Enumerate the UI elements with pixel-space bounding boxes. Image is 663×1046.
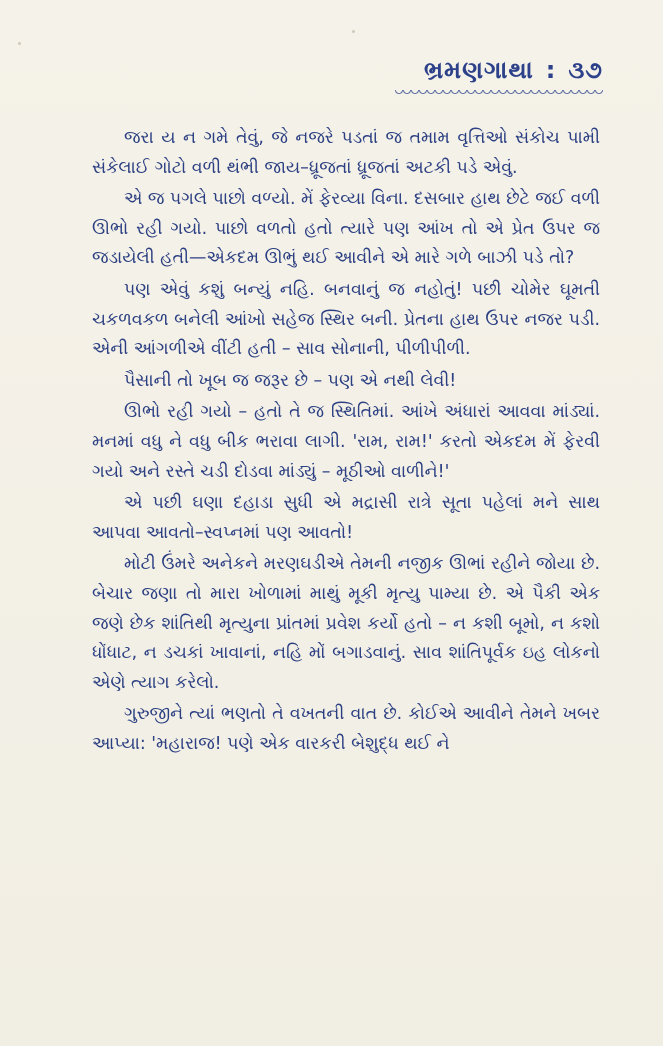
paragraph: ગુરુજીને ત્યાં ભણતો તે વખતની વાત છે. કોઈએ આવીને તેમને ખબર આપ્યા: 'મહારાજ! પણે એક વારકરી બેશુદ્ધ થઈ ને [92,704,600,754]
paper-speck [18,42,21,45]
wavy-underline [395,90,603,98]
title-separator: : [545,56,557,84]
paper-speck [352,30,355,33]
paragraph: જરા ય ન ગમે તેવું, જે નજરે પડતાં જ તમામ વૃત્તિઓ સંકોચ પામી સંકેલાઈ ગોટો વળી થંભી જાય–ધ્રૂજતાં ધ્રૂજતાં અટકી પડે એવું. [92,128,600,178]
body-text [92,124,600,761]
paragraph: એ પછી ઘણા દહાડા સુધી એ મદ્રાસી રાત્રે સૂતા પહેલાં મને સાથ આપવા આવતો–સ્વપ્નમાં પણ આવતો! [92,493,600,543]
paragraph: પૈસાની તો ખૂબ જ જરૂર છે – પણ એ નથી લેવી! [124,370,457,391]
paragraph: મોટી ઉંમરે અનેકને મરણઘડીએ તેમની નજીક ઊભાં રહીને જોયા છે. બેચાર જણા તો મારા ખોળામાં માથું મૂકી મૃત્યુ પામ્યા છે. એ પૈકી એક જણે છેક શાંતિથી મૃત્યુના પ્રાંતમાં પ્રવેશ કર્યો હતો – ન કશી બૂમો, ન કશો ધોંધાટ, ન ડચકાં ખાવાનાં, નહિ મોં બગાડવાનું. સાવ શાંતિપૂર્વક ઇહ લોકનો એણે ત્યાગ કરેલો. [92,554,600,693]
paragraph: પણ એવું કશું બન્યું નહિ. બનવાનું જ નહોતું! પછી ચોમેર ઘૂમતી ચકળવકળ બનેલી આંખો સહેજ સ્થિર બની. પ્રેતના હાથ ઉપર નજર પડી. એની આંગળીએ વીંટી હતી – સાવ સોનાની, પીળીપીળી. [92,279,600,360]
running-head [424,56,603,84]
page-number: ૩૭ [568,56,603,84]
paragraph: એ જ પગલે પાછો વળ્યો. મેં ફેરવ્યા વિના. દસબાર હાથ છેટે જઈ વળી ઊભો રહી ગયો. પાછો વળતો હતો ત્યારે પણ આંખ તો એ પ્રેત ઉપર જ જડાયેલી હતી—એકદમ ઊભું થઈ આવીને એ મારે ગળે બાઝી પડે તો? [92,189,600,269]
book-title: ભ્રમણગાથા [423,56,534,84]
paragraph: ઊભો રહી ગયો – હતો તે જ સ્થિતિમાં. આંખે અંધારાં આવવા માંડ્યાં. મનમાં વધુ ને વધુ બીક ભરાવા લાગી. 'રામ, રામ!' કરતો એકદમ મેં ફેરવી ગયો અને રસ્તે ચડી દોડવા માંડ્યું – મૂઠીઓ વાળીને!' [92,402,600,482]
